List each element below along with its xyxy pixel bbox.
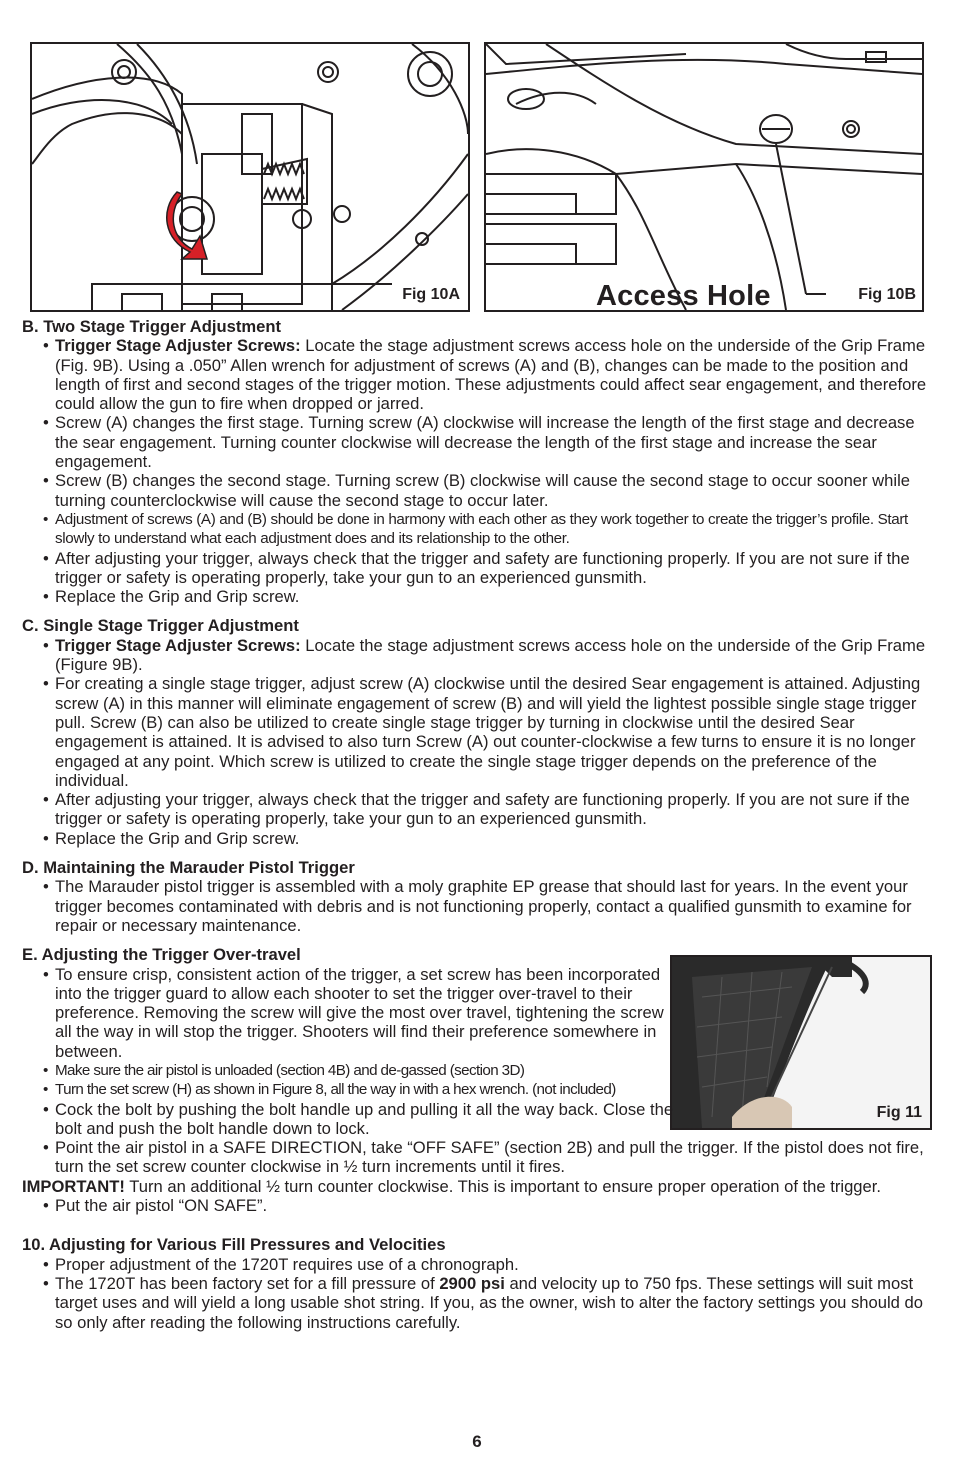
section-e-list [22, 965, 934, 1139]
section-heading-d: D. Maintaining the Marauder Pistol Trigger [22, 858, 355, 878]
bold-lead: Trigger Stage Adjuster Screws: [55, 336, 301, 356]
item-text: Locate the stage adjustment screws access hole on the underside of the Grip Frame (Figure 9B). [55, 635, 926, 675]
figure-label: Fig 10B [858, 286, 916, 303]
section-10-list [22, 1255, 934, 1332]
section-e-list-after [22, 1196, 934, 1215]
item-text: The 1720T has been factory set for a fill pressure of [55, 1273, 440, 1293]
list-item: • Adjustment of screws (A) and (B) should be done in harmony with each other as they work together to create the trigger’s profile. Start slowly to understand what each adjustment does and its relationship to the other. [22, 510, 934, 549]
important-note [22, 1177, 934, 1196]
access-hole-callout: Access Hole [596, 280, 771, 312]
important-label: IMPORTANT! [22, 1176, 125, 1196]
bold-lead: Trigger Stage Adjuster Screws: [55, 635, 301, 655]
list-item: • After adjusting your trigger, always check that the trigger and safety are functioning properly. If you are not sure if the trigger or safety is operating properly, take your gun to an experienced gunsmith. [22, 549, 934, 588]
section-e-list-full [22, 1138, 934, 1177]
list-item [22, 1274, 934, 1332]
list-item: • The Marauder pistol trigger is assembled with a moly graphite EP grease that should last for years. In the event your trigger becomes contaminated with debris and is not functioning properly, contact a qualified gunsmith to examine for repair or necessary maintenance. [22, 877, 934, 935]
item-text: Locate the stage adjustment screws access hole on the underside of the Grip Frame (Fig. 9B). Using a .050” Allen wrench for adjustment of screws (A) and (B), changes can be made to the position and length of first and second stages of the trigger motion. These adjustments could affect sear engagement, and therefore could allow the gun to fire when dropped or jarred. [55, 336, 927, 414]
list-item: • Screw (A) changes the first stage. Turning screw (A) clockwise will increase the length of the first stage and decrease the sear engagement. Turning counter clockwise will decrease the length of the first stage and increase the sear engagement. [22, 413, 934, 471]
list-item: • Point the air pistol in a SAFE DIRECTION, take “OFF SAFE” (section 2B) and pull the trigger. If the pistol does not fire, turn the set screw counter clockwise in ½ turn increments until it fires. [22, 1138, 934, 1177]
section-heading-e: E. Adjusting the Trigger Over-travel [22, 945, 301, 965]
list-item: • Proper adjustment of the 1720T requires use of a chronograph. [22, 1255, 934, 1274]
important-text: Turn an additional ½ turn counter clockwise. This is important to ensure proper operation of the trigger. [124, 1176, 881, 1196]
figure-10b [484, 42, 924, 312]
list-item: • Make sure the air pistol is unloaded (section 4B) and de-gassed (section 3D) [22, 1061, 675, 1080]
figure-10a [30, 42, 470, 312]
list-item: • Turn the set screw (H) as shown in Figure 8, all the way in with a hex wrench. (not included) [22, 1080, 675, 1099]
figure-label: Fig 11 [876, 1104, 922, 1121]
section-heading-b: B. Two Stage Trigger Adjustment [22, 317, 282, 336]
section-d-list [22, 877, 934, 935]
section-heading-c: C. Single Stage Trigger Adjustment [22, 616, 299, 636]
list-item: • Replace the Grip and Grip screw. [22, 829, 934, 848]
fill-pressure-value: 2900 psi [439, 1273, 505, 1293]
list-item: • To ensure crisp, consistent action of the trigger, a set screw has been incorporated into the trigger guard to allow each shooter to set the trigger over-travel to their preference. Removing the screw will give the most over travel, tightening the screw all the way in will stop the trigger. Shooters will find their preference somewhere in between. [22, 965, 675, 1061]
section-b-list [22, 336, 934, 606]
list-item: • Screw (B) changes the second stage. Turning screw (B) clockwise will cause the second stage to occur sooner while turning counterclockwise will cause the second stage to occur later. [22, 471, 934, 510]
list-item: • Cock the bolt by pushing the bolt handle up and pulling it all the way back. Close the bolt and push the bolt handle down to lock. [22, 1100, 675, 1139]
list-item: • Put the air pistol “ON SAFE”. [22, 1196, 934, 1215]
list-item [22, 336, 934, 413]
list-item: • After adjusting your trigger, always check that the trigger and safety are functioning properly. If you are not sure if the trigger or safety is operating properly, take your gun to an experienced gunsmith. [22, 790, 934, 829]
list-item [22, 636, 934, 675]
section-c-list [22, 636, 934, 848]
item-text: and velocity up to 750 fps. These settings will suit most target uses and will yield a long usable shot string. If you, as the owner, wish to alter the factory settings you should do so only after reading the following instructions carefully. [55, 1273, 923, 1332]
list-item: • Replace the Grip and Grip screw. [22, 587, 934, 606]
page-number: 6 [472, 1432, 482, 1451]
trigger-mechanism-drawing [32, 44, 468, 310]
section-heading-10: 10. Adjusting for Various Fill Pressures and Velocities [22, 1235, 446, 1255]
instructions-text [22, 317, 934, 1332]
list-item: • For creating a single stage trigger, adjust screw (A) clockwise until the desired Sear engagement is attained. Adjusting screw (A) in this manner will eliminate engagement of screw (B) and will yield the lightest possible single stage trigger pull. Screw (B) can also be utilized to create single stage trigger by turning in clockwise until the desired Sear engagement is attained. It is advised to also turn Screw (A) out counter-clockwise a few turns to ensure it is no longer engaged at any point. Which screw is utilized to create the single stage trigger depends on the preference of the individual. [22, 674, 934, 790]
grip-frame-drawing [486, 44, 922, 310]
figure-label: Fig 10A [402, 286, 460, 303]
